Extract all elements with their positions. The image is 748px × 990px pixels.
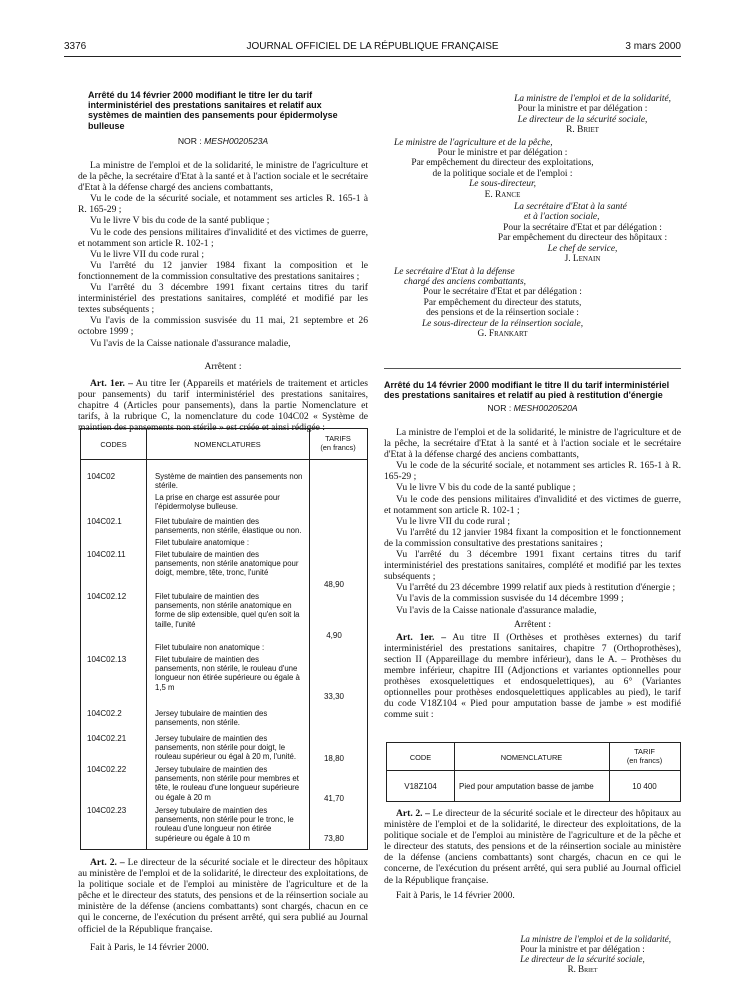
tarif-table — [386, 742, 681, 802]
issue-date: 3 mars 2000 — [625, 41, 681, 52]
vu-item: Vu l'arrêté du 12 janvier 1984 fixant la composition et le fonctionnement de la commission consultative des prestations sanitaires ; — [384, 526, 681, 549]
vu-item: Vu le code des pensions militaires d'invalidité et des victimes de guerre, et notamment son article R. 102-1 ; — [78, 226, 368, 249]
page-number: 3376 — [64, 41, 87, 52]
table-code: 104C02.21 — [87, 734, 127, 743]
table-tarif: 10 400 — [632, 782, 657, 791]
vu-item: Vu le code de la sécurité sociale, et notamment ses articles R. 165-1 à R. 165-29 ; — [78, 193, 368, 216]
signature-block: La ministre de l'emploi et de la solidarité, Pour la ministre et par délégation : Le directeur de la sécurité sociale, R. Briet Le ministre de l'agriculture et de la pêche, Pour le ministre et par délégation : Par empêchement du directeur des exploitations, de la politique sociale et de l'emploi : Le sous-directeur, E. Rance La secrétaire d'Etat à la santé et à l'action sociale, Pour la secrétaire d'Etat et par délégation : Par empêchement du directeur des hôpitaux : Le chef de service, J. Lenain Le secrétaire d'Etat à la défense chargé des anciens combattants, Pour le secrétaire d'Etat et par délégation : Par empêchement du directeur des statuts, des pensions et de la réinsertion sociale : Le sous-directeur de la réinsertion sociale, G. Frankart — [384, 94, 681, 339]
vu-item: Vu l'arrêté du 23 décembre 1999 relatif aux pieds à restitution d'énergie ; — [396, 582, 676, 594]
table-tarif: 48,90 — [323, 580, 345, 589]
table-nomenclature: Filet tubulaire de maintien des pansements, non stérile, le rouleau d'une longueur non étirée supérieure ou égale à 1,5 m — [155, 655, 300, 692]
right-preamble — [384, 427, 681, 720]
table-tarif: 73,80 — [323, 834, 345, 843]
table-nomenclature: Filet tubulaire anatomique : — [155, 538, 250, 547]
vu-item: Vu l'arrêté du 3 décembre 1991 fixant certains titres du tarif interministériel des prestations sanitaires, complété et modifié par les textes subséquents ; — [78, 282, 368, 316]
preamble-ministers: La ministre de l'emploi et de la solidarité, le ministre de l'agriculture et de la pêche, la secrétaire d'Etat à la santé et à l'action sociale et le secrétaire d'Etat à la défense chargé des anciens combattants, — [78, 160, 368, 194]
page-header — [64, 41, 681, 55]
table-nomenclature: Jersey tubulaire de maintien des pansements, non stérile. — [155, 709, 268, 728]
col-header-tarifs: TARIFS (en francs) — [320, 434, 356, 452]
table-nomenclature: Filet tubulaire non anatomique : — [155, 643, 265, 652]
vu-item: Vu l'avis de la commission susvisée du 11 mai, 21 septembre et 26 octobre 1999 ; — [78, 315, 368, 338]
col-header-tarif: TARIF (en francs) — [626, 747, 663, 765]
nor-reference: NOR : MESH0020523A — [177, 135, 269, 146]
header-rule — [64, 56, 681, 57]
fait-a-paris: Fait à Paris, le 14 février 2000. — [396, 889, 515, 901]
journal-title: JOURNAL OFFICIEL DE LA RÉPUBLIQUE FRANÇAISE — [246, 41, 499, 52]
nor-code: MESH0020520A — [513, 403, 578, 414]
signatory-name: J. Lenain — [564, 254, 601, 265]
vu-item: Vu le livre V bis du code de la santé publique ; — [90, 215, 270, 227]
nomenclature-table — [80, 428, 368, 850]
table-tarif: 4,90 — [326, 631, 342, 640]
vu-item: Vu l'avis de la Caisse nationale d'assurance maladie, — [396, 604, 597, 616]
table-tarif: 33,30 — [323, 692, 345, 701]
right-arrete-title-block — [384, 380, 681, 415]
fait-a-paris: Fait à Paris, le 14 février 2000. — [90, 941, 209, 953]
table-code: 104C02 — [87, 472, 116, 481]
vu-item: Vu l'avis de la Caisse nationale d'assurance maladie, — [90, 337, 291, 349]
vu-item: Vu l'arrêté du 3 décembre 1991 fixant certains titres du tarif interministériel des prestations sanitaires, complété et modifié par les textes subséquents ; — [384, 549, 681, 583]
vu-item: Vu le code des pensions militaires d'invalidité et des victimes de guerre, et notamment son article R. 102-1 ; — [384, 493, 681, 516]
vu-item: Vu le code de la sécurité sociale, et notamment ses articles R. 165-1 à R. 165-29 ; — [384, 460, 681, 483]
left-arrete-title-block — [78, 90, 368, 147]
table-nomenclature: Système de maintien des pansements non stérile. — [155, 472, 303, 491]
signatory-name: E. Rance — [484, 189, 521, 200]
col-header-code: CODE — [409, 753, 432, 762]
table-nomenclature: Jersey tubulaire de maintien des pansements, non stérile pour membres et tête, le rouleau d'une longueur supérieure ou égale à 20 m — [155, 765, 300, 802]
table-tarif: 41,70 — [323, 794, 345, 803]
section-divider — [384, 368, 681, 369]
table-nomenclature: La prise en charge est assurée pour l'épidermolyse bulleuse. — [155, 493, 280, 512]
article-1: Art. 1er. – Au titre II (Orthèses et prothèses externes) du tarif interministériel des prestations sanitaires, chapitre 7 (Orthoprothèses), section II (Appareillage du membre inférieur), dans le A. – Prothèses du membre inférieur, chapitre III (Adjonctions et variantes optionnelles pour prothèses exosquelettiques et endosquelettiques), au 6° (Variantes optionnelles pour prothèses endosquelettiques applicables au pied), le tarif du code V18Z104 « Pied pour amputation basse de jambe » est modifié comme suit : — [384, 631, 681, 721]
arretent-heading: Arrêtent : — [513, 618, 552, 630]
table-code: 104C02.2 — [87, 709, 122, 718]
table-nomenclature: Filet tubulaire de maintien des pansements, non stérile anatomique en forme de slip extensible, quel qu'en soit la taille, l'unité — [155, 592, 300, 629]
table-nomenclature: Pied pour amputation basse de jambe — [459, 782, 594, 791]
signatory-name: R. Briet — [567, 964, 598, 974]
nor-code: MESH0020523A — [204, 135, 269, 146]
table-nomenclature: Filet tubulaire de maintien des pansements, non stérile, élastique ou non. — [155, 517, 302, 536]
vu-item: Vu le livre V bis du code de la santé publique ; — [396, 482, 576, 494]
table-code: 104C02.23 — [87, 806, 127, 815]
signatory-name: R. Briet — [566, 125, 599, 136]
table-code: 104C02.1 — [87, 517, 122, 526]
table-code: V18Z104 — [404, 782, 437, 791]
article-2: Art. 2. – Le directeur de la sécurité sociale et le directeur des hôpitaux au ministère de l'emploi et de la solidarité, le directeur des exploitations, de la politique sociale et de l'emploi au ministère de l'agriculture et de la pêche et le directeur des statuts, des pensions et de la réinsertion sociale au ministère de la défense (anciens combattants) sont chargés, chacun en ce qui le concerne, de l'exécution du présent arrêté, qui sera publié au Journal officiel de la République française. — [78, 857, 369, 935]
article-2: Art. 2. – Le directeur de la sécurité sociale et le directeur des hôpitaux au ministère de l'emploi et de la solidarité, le directeur des exploitations, de la politique sociale et de l'emploi au ministère de l'agriculture et de la pêche et le directeur des statuts, des pensions et de la réinsertion sociale au ministère de la défense (anciens combattants) sont chargés, chacun en ce qui le concerne, de l'exécution du présent arrêté, qui sera publié au Journal officiel de la République française. — [384, 808, 681, 886]
arrete-title: Arrêté du 14 février 2000 modifiant le titre Ier du tarif interministériel des prestations sanitaires et relatif aux systèmes de maintien des pansements pour épidermolyse bulleuse — [88, 90, 338, 131]
signature-block-2: La ministre de l'emploi et de la solidarité, Pour la ministre et par délégation : Le directeur de la sécurité sociale, R. Briet — [384, 934, 681, 974]
vu-item: Vu l'arrêté du 12 janvier 1984 fixant la composition et le fonctionnement de la commission consultative des prestations sanitaires ; — [78, 259, 368, 282]
table-code: 104C02.12 — [87, 592, 127, 601]
table-nomenclature: Jersey tubulaire de maintien des pansements, non stérile pour le tronc, le rouleau d'une longueur non étirée supérieure ou égale à 10 m — [155, 806, 294, 843]
article-1: Art. 1er. – Au titre Ier (Appareils et matériels de traitement et articles pour pansements) du tarif interministériel des prestations sanitaires, chapitre 4 (Articles pour pansements), dans la partie Nomenclature et tarifs, à la rubrique C, la nomenclature du code 104C02 « Système de maintien des pansements non stérile » est créée et ainsi rédigée : — [78, 377, 368, 434]
preamble-ministers: La ministre de l'emploi et de la solidarité, le ministre de l'agriculture et de la pêche, la secrétaire d'Etat à la santé et à l'action sociale et le secrétaire d'Etat à la défense chargé des anciens combattants, — [384, 427, 681, 461]
table-code: 104C02.13 — [87, 655, 127, 664]
vu-item: Vu le livre VII du code rural ; — [396, 515, 511, 527]
table-nomenclature: Jersey tubulaire de maintien des pansements, non stérile pour doigt, le rouleau supérieur ou égal à 20 m, l'unité. — [155, 734, 297, 762]
arrete-title: Arrêté du 14 février 2000 modifiant le titre II du tarif interministériel des prestations sanitaires et relatif au pied à restitution d'énergie — [384, 380, 670, 401]
nor-reference: NOR : MESH0020520A — [487, 403, 578, 414]
table-tarif: 18,80 — [323, 754, 345, 763]
signatory-name: G. Frankart — [477, 328, 528, 339]
col-header-nomenclature: NOMENCLATURE — [500, 753, 563, 762]
col-header-codes: CODES — [100, 440, 127, 449]
vu-item: Vu le livre VII du code rural ; — [90, 248, 205, 260]
table-code: 104C02.22 — [87, 765, 127, 774]
arretent-heading: Arrêtent : — [204, 360, 242, 372]
table-code: 104C02.11 — [87, 550, 126, 559]
col-header-nomenclatures: NOMENCLATURES — [194, 440, 261, 449]
left-preamble — [78, 160, 368, 433]
table-nomenclature: Filet tubulaire de maintien des pansements, non stérile anatomique pour doigt, membre, tête, tronc, l'unité — [155, 550, 299, 578]
vu-item: Vu l'avis de la commission susvisée du 14 décembre 1999 ; — [396, 593, 624, 605]
left-article-2 — [78, 857, 368, 953]
right-article-2 — [384, 808, 681, 901]
